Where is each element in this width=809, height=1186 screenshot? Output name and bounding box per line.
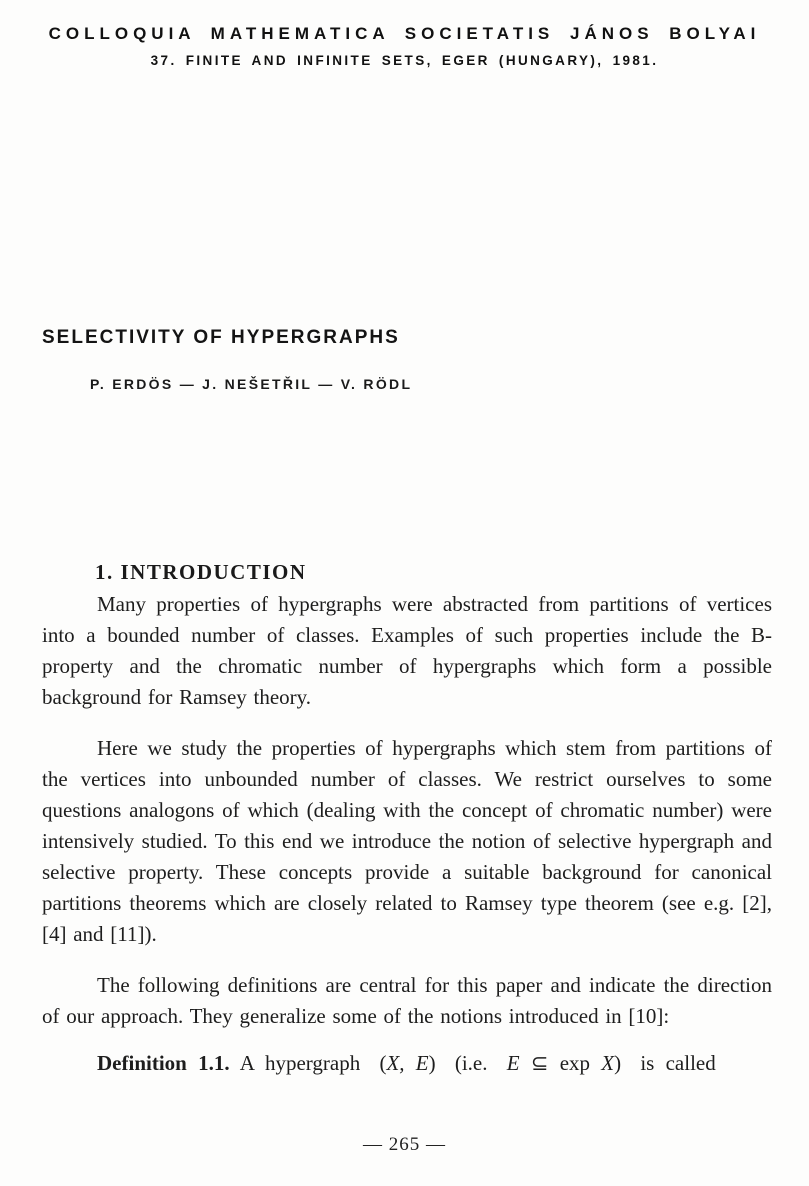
body-text [42, 589, 772, 1079]
math-pair-xe: (X, E) [379, 1051, 436, 1075]
math-subset-exp: E ⊆ exp X) [506, 1051, 622, 1075]
journal-header [0, 24, 809, 68]
definition-label: Definition 1.1. [97, 1051, 230, 1075]
page-number: — 265 — [363, 1134, 446, 1155]
definition-text-c: is called [640, 1051, 716, 1075]
paragraph-1: Many properties of hypergraphs were abstracted from partitions of vertices into a bounded number of classes. Examples of such properties include the B-property and the chromatic number of hypergraphs which form a possible background for Ramsey theory. [42, 592, 772, 709]
volume-line: 37. FINITE AND INFINITE SETS, EGER (HUNGARY), 1981. [150, 53, 659, 68]
journal-name: COLLOQUIA MATHEMATICA SOCIETATIS JÁNOS BOLYAI [48, 24, 761, 43]
section-heading-introduction: 1. INTRODUCTION [95, 560, 307, 585]
definition-text-b: (i.e. [454, 1051, 488, 1075]
definition-paragraph [42, 1048, 772, 1079]
paragraph-2: Here we study the properties of hypergraphs which stem from partitions of the vertices into unbounded number of classes. We restrict ourselves to some questions analogons of which (dealing with the concept of chromatic number) were intensively studied. To this end we introduce the notion of selective hypergraph and selective property. These concepts provide a suitable background for canonical partitions theorems which are closely related to Ramsey type theorem (see e.g. [2], [4] and [11]). [42, 736, 772, 946]
definition-text-a: A hypergraph [239, 1051, 361, 1075]
authors-line: P. ERDÖS — J. NEŠETŘIL — V. RÖDL [90, 376, 413, 392]
paragraph-3: The following definitions are central for this paper and indicate the direction of our approach. They generalize some of the notions introduced in [10]: [42, 973, 772, 1028]
paper-title: SELECTIVITY OF HYPERGRAPHS [42, 326, 400, 348]
